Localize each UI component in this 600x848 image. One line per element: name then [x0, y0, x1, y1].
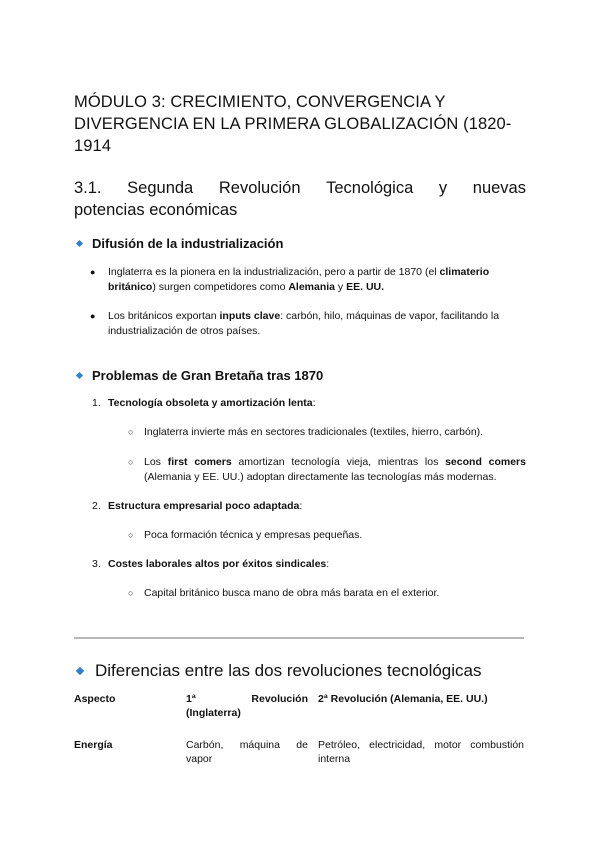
- colon: :: [326, 558, 330, 570]
- title-word: Revolución: [218, 179, 301, 197]
- cell-word: de: [296, 739, 308, 751]
- list-item: [90, 265, 526, 295]
- item-label: Estructura empresarial poco adaptada: [108, 500, 300, 512]
- sub-item-text: [144, 455, 526, 485]
- text-run: (Alemania y EE. UU.) adoptan directamente las tecnologías más modernas.: [144, 471, 497, 483]
- sub-list-item: [128, 425, 526, 440]
- numbered-item: [92, 396, 522, 411]
- title-word: 3.1.: [74, 179, 102, 197]
- circle-bullet-icon: ○: [128, 457, 134, 467]
- text-run: amortizan tecnología vieja, mientras los: [231, 456, 446, 468]
- table-header-cell: [308, 692, 524, 720]
- text-run: Inglaterra es la pionera en la industrialización, pero a partir de 1870 (el: [108, 266, 440, 278]
- header-text: Aspecto: [74, 693, 116, 705]
- item-number: 1.: [92, 397, 101, 409]
- diamond-bullet-icon: [76, 667, 84, 675]
- numbered-item: [92, 499, 522, 514]
- sub-item-text: Capital británico busca mano de obra más barata en el exterior.: [144, 587, 440, 599]
- section-title-line1: [74, 177, 526, 199]
- item-number: 3.: [92, 558, 101, 570]
- text-run: : carbón, hilo, máquinas de vapor, facilitando la industrialización de otros países.: [108, 310, 500, 337]
- text-bold: EE. UU.: [346, 281, 385, 293]
- item-label: Costes laborales altos por éxitos sindicales: [108, 558, 327, 570]
- heading-problemas: [74, 368, 323, 383]
- bullet-icon: ●: [90, 267, 96, 277]
- section-title-line2: potencias económicas: [74, 201, 238, 219]
- text-bold: first comers: [167, 456, 232, 468]
- list-item-text: [108, 309, 526, 339]
- comparison-table: [74, 692, 524, 784]
- header-word: 1ª: [186, 693, 196, 705]
- item-text: [108, 499, 302, 514]
- module-title: MÓDULO 3: CRECIMIENTO, CONVERGENCIA Y DIVERGENCIA EN LA PRIMERA GLOBALIZACIÓN (1820-1914: [74, 93, 512, 155]
- table-header-row: [74, 692, 524, 720]
- list-item: [90, 309, 526, 339]
- title-word: nuevas: [472, 179, 526, 197]
- header-text: 2ª Revolución (Alemania, EE. UU.): [318, 693, 488, 705]
- heading-diferencias: [74, 661, 481, 681]
- table-cell: Petróleo, electricidad, motor combustión interna: [318, 739, 524, 765]
- header-line: [186, 692, 308, 706]
- horizontal-divider: [74, 637, 524, 639]
- header-word: Revolución: [251, 693, 308, 705]
- text-bold: second comers: [445, 456, 526, 468]
- item-text: [108, 557, 329, 572]
- colon: :: [312, 397, 316, 409]
- text-run: Los: [144, 456, 168, 468]
- sub-list-item: [128, 455, 526, 485]
- item-number: 2.: [92, 500, 101, 512]
- sub-list-item: [128, 528, 526, 543]
- heading-difusion: [74, 236, 283, 251]
- text-bold: inputs clave: [219, 310, 281, 322]
- text-run: ) surgen competidores como: [152, 281, 289, 293]
- title-word: Segunda: [127, 179, 194, 197]
- sub-item-text: Inglaterra invierte más en sectores tradicionales (textiles, hierro, carbón).: [144, 426, 484, 438]
- circle-bullet-icon: ○: [128, 588, 134, 598]
- item-text: [108, 396, 316, 411]
- cell-line: [186, 738, 308, 752]
- heading-text: Diferencias entre las dos revoluciones tecnológicas: [95, 661, 482, 680]
- diamond-bullet-icon: [76, 372, 83, 379]
- heading-text: Problemas de Gran Bretaña tras 1870: [92, 368, 324, 383]
- table-header-cell: [74, 692, 186, 720]
- text-run: Los británicos exportan: [108, 310, 220, 322]
- colon: :: [299, 500, 303, 512]
- cell-word: máquina: [239, 739, 280, 751]
- numbered-item: [92, 557, 522, 572]
- title-word: Tecnológica: [326, 179, 414, 197]
- header-word: (Inglaterra): [186, 707, 241, 719]
- section-title: [74, 177, 526, 221]
- text-bold: climaterio británico: [108, 266, 490, 293]
- table-row: [74, 738, 524, 766]
- text-run: y: [335, 281, 347, 293]
- item-label: Tecnología obsoleta y amortización lenta: [108, 397, 313, 409]
- table-cell: [186, 738, 308, 766]
- circle-bullet-icon: ○: [128, 427, 134, 437]
- table-header-cell: [186, 692, 308, 720]
- title-word: y: [438, 179, 448, 197]
- sub-item-text: Poca formación técnica y empresas pequeñas.: [144, 529, 363, 541]
- circle-bullet-icon: ○: [128, 530, 134, 540]
- sub-list-item: [128, 586, 526, 601]
- bullet-icon: ●: [90, 311, 96, 321]
- cell-word: Carbón,: [186, 739, 224, 751]
- list-item-text: [108, 265, 526, 295]
- table-cell: [74, 738, 186, 766]
- text-bold: Alemania: [288, 281, 336, 293]
- cell-word: vapor: [186, 753, 213, 765]
- cell-text: Energía: [74, 739, 113, 751]
- diamond-bullet-icon: [76, 240, 83, 247]
- heading-text: Difusión de la industrialización: [92, 236, 284, 251]
